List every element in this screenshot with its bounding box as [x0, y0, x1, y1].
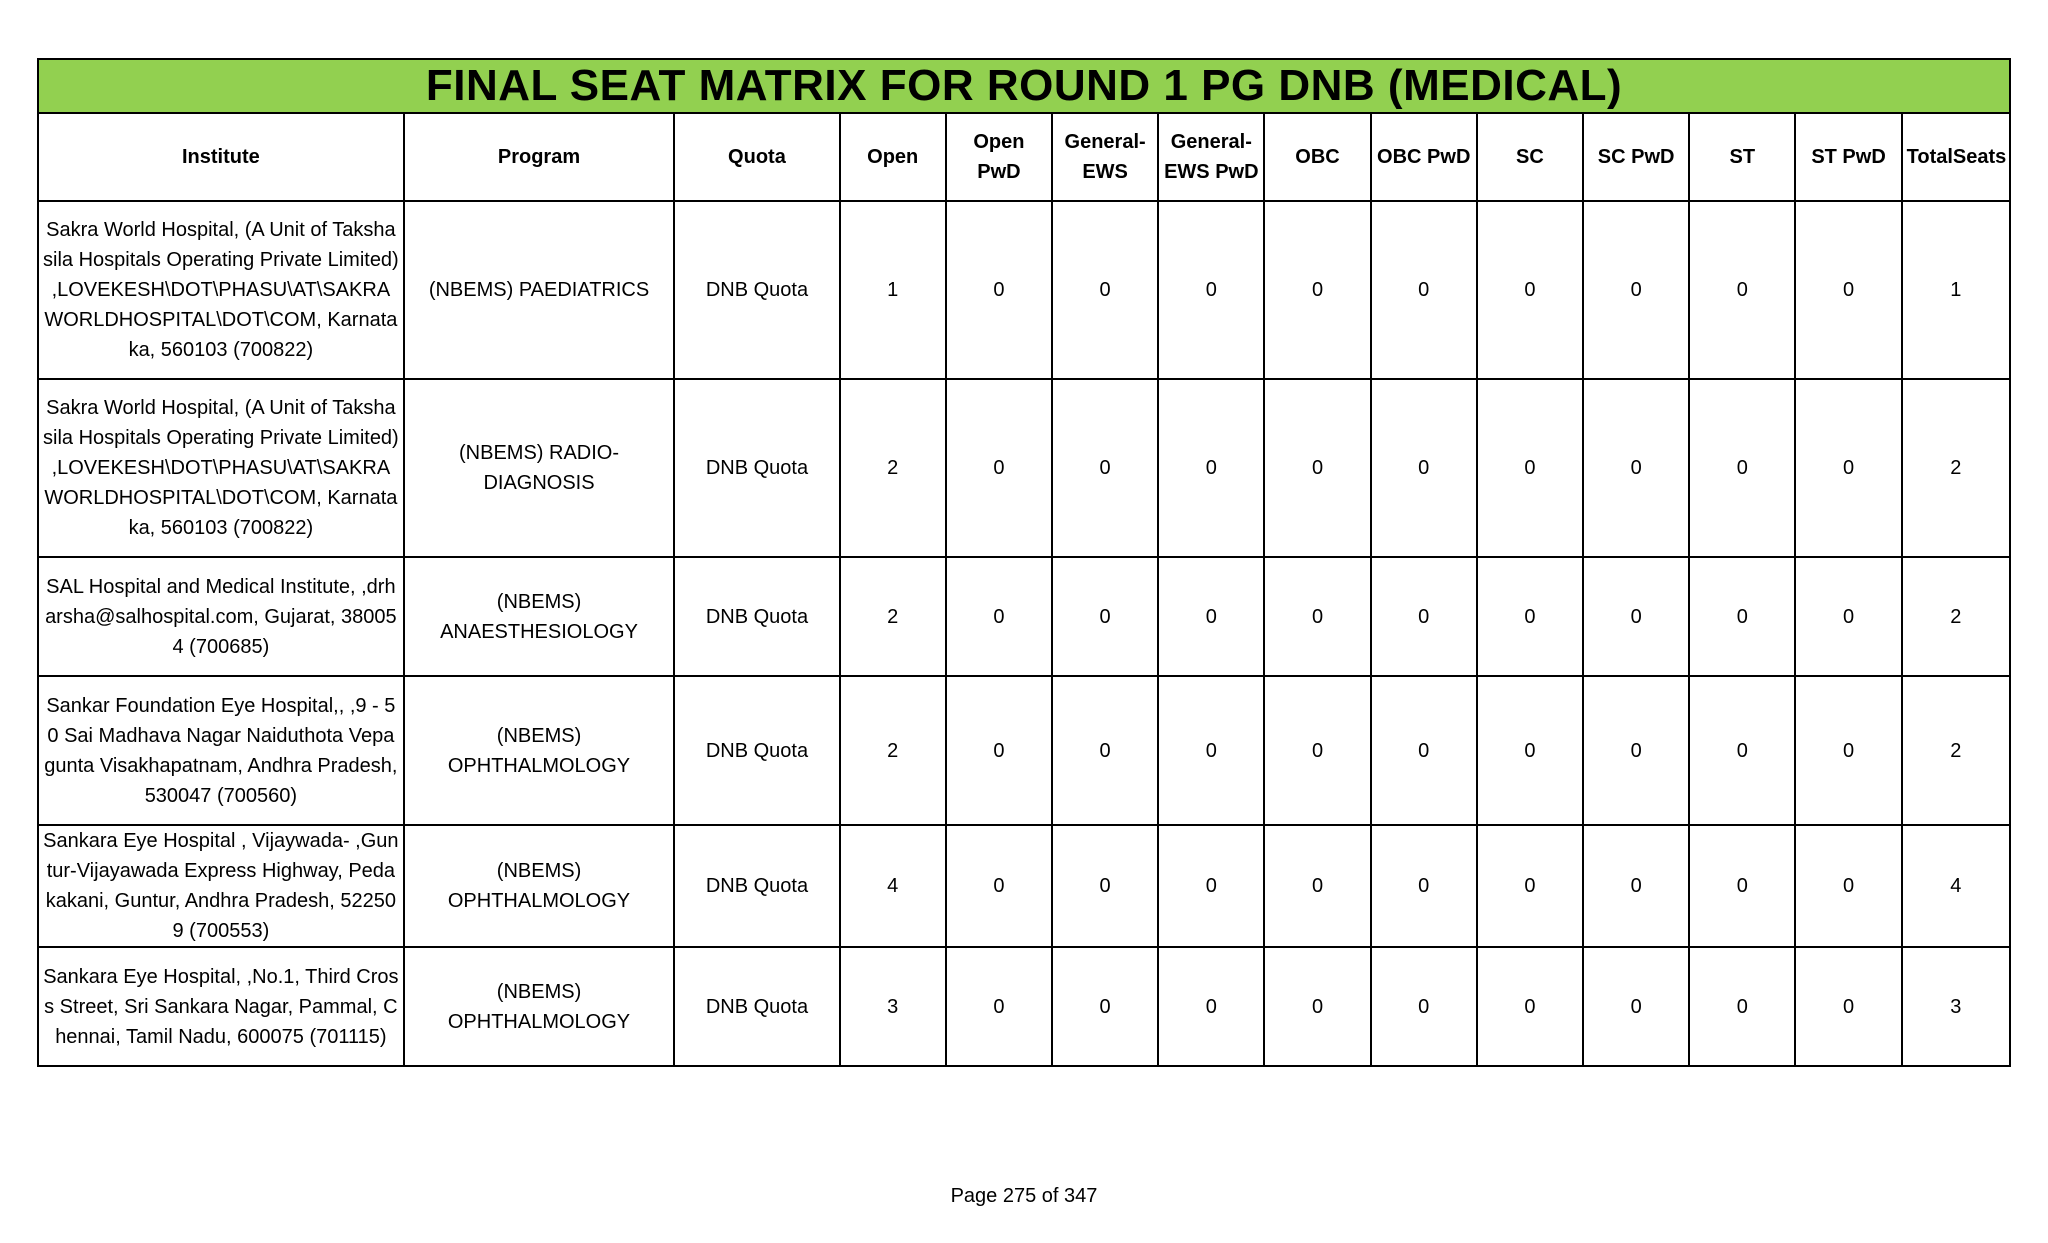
cell-sc-pwd: 0 [1583, 825, 1689, 947]
cell-institute: Sakra World Hospital, (A Unit of Takshasila Hospitals Operating Private Limited) ,LOVEKESH\DOT\PHASU\AT\SAKRAWORLDHOSPITAL\DOT\COM, Karnataka, 560103 (700822) [38, 201, 404, 379]
cell-obc: 0 [1264, 201, 1370, 379]
table-row [38, 676, 2010, 825]
cell-obc: 0 [1264, 557, 1370, 676]
cell-program: (NBEMS) RADIO-DIAGNOSIS [404, 379, 675, 557]
cell-obc: 0 [1264, 676, 1370, 825]
col-header-quota: Quota [674, 113, 839, 201]
header-row [38, 113, 2010, 201]
cell-institute: Sankara Eye Hospital , Vijaywada- ,Guntur-Vijayawada Express Highway, Pedakakani, Guntur, Andhra Pradesh, 522509 (700553) [38, 825, 404, 947]
cell-st: 0 [1689, 947, 1795, 1066]
cell-sc-pwd: 0 [1583, 557, 1689, 676]
col-header-total-seats: TotalSeats [1902, 113, 2010, 201]
col-header-open: Open [840, 113, 946, 201]
cell-institute: Sankara Eye Hospital, ,No.1, Third Cross Street, Sri Sankara Nagar, Pammal, Chennai, Tamil Nadu, 600075 (701115) [38, 947, 404, 1066]
seat-matrix-sheet [37, 58, 2011, 1067]
cell-open-pwd: 0 [946, 825, 1052, 947]
col-header-obc-pwd: OBC PwD [1371, 113, 1477, 201]
table-row [38, 947, 2010, 1066]
cell-sc-pwd: 0 [1583, 379, 1689, 557]
cell-program: (NBEMS) OPHTHALMOLOGY [404, 676, 675, 825]
cell-total-seats: 4 [1902, 825, 2010, 947]
cell-quota: DNB Quota [674, 947, 839, 1066]
table-row [38, 379, 2010, 557]
cell-open-pwd: 0 [946, 947, 1052, 1066]
cell-sc: 0 [1477, 379, 1583, 557]
cell-open: 1 [840, 201, 946, 379]
cell-st-pwd: 0 [1795, 676, 1901, 825]
cell-general-ews-pwd: 0 [1158, 201, 1264, 379]
cell-sc: 0 [1477, 676, 1583, 825]
cell-st: 0 [1689, 557, 1795, 676]
cell-program: (NBEMS) ANAESTHESIOLOGY [404, 557, 675, 676]
cell-total-seats: 2 [1902, 557, 2010, 676]
cell-institute: Sakra World Hospital, (A Unit of Takshasila Hospitals Operating Private Limited) ,LOVEKESH\DOT\PHASU\AT\SAKRAWORLDHOSPITAL\DOT\COM, Karnataka, 560103 (700822) [38, 379, 404, 557]
col-header-institute: Institute [38, 113, 404, 201]
cell-institute: SAL Hospital and Medical Institute, ,drharsha@salhospital.com, Gujarat, 380054 (700685) [38, 557, 404, 676]
cell-open-pwd: 0 [946, 557, 1052, 676]
cell-total-seats: 2 [1902, 676, 2010, 825]
cell-st-pwd: 0 [1795, 379, 1901, 557]
cell-obc-pwd: 0 [1371, 201, 1477, 379]
cell-sc-pwd: 0 [1583, 201, 1689, 379]
col-header-sc-pwd: SC PwD [1583, 113, 1689, 201]
cell-obc: 0 [1264, 379, 1370, 557]
cell-sc: 0 [1477, 557, 1583, 676]
cell-open: 3 [840, 947, 946, 1066]
col-header-program: Program [404, 113, 675, 201]
cell-general-ews-pwd: 0 [1158, 557, 1264, 676]
cell-general-ews: 0 [1052, 676, 1158, 825]
cell-general-ews-pwd: 0 [1158, 947, 1264, 1066]
cell-general-ews-pwd: 0 [1158, 676, 1264, 825]
cell-obc: 0 [1264, 947, 1370, 1066]
cell-open: 2 [840, 557, 946, 676]
col-header-st-pwd: ST PwD [1795, 113, 1901, 201]
cell-quota: DNB Quota [674, 557, 839, 676]
cell-st: 0 [1689, 379, 1795, 557]
col-header-obc: OBC [1264, 113, 1370, 201]
cell-general-ews: 0 [1052, 947, 1158, 1066]
table-row [38, 557, 2010, 676]
cell-general-ews-pwd: 0 [1158, 825, 1264, 947]
cell-obc-pwd: 0 [1371, 676, 1477, 825]
col-header-open-pwd: Open PwD [946, 113, 1052, 201]
cell-general-ews: 0 [1052, 557, 1158, 676]
cell-st-pwd: 0 [1795, 825, 1901, 947]
cell-general-ews-pwd: 0 [1158, 379, 1264, 557]
cell-sc: 0 [1477, 825, 1583, 947]
cell-obc-pwd: 0 [1371, 947, 1477, 1066]
cell-sc: 0 [1477, 201, 1583, 379]
cell-program: (NBEMS) OPHTHALMOLOGY [404, 947, 675, 1066]
cell-general-ews: 0 [1052, 825, 1158, 947]
cell-sc-pwd: 0 [1583, 947, 1689, 1066]
cell-st-pwd: 0 [1795, 947, 1901, 1066]
cell-total-seats: 2 [1902, 379, 2010, 557]
cell-general-ews: 0 [1052, 379, 1158, 557]
cell-open-pwd: 0 [946, 379, 1052, 557]
cell-quota: DNB Quota [674, 676, 839, 825]
cell-st-pwd: 0 [1795, 557, 1901, 676]
cell-obc-pwd: 0 [1371, 825, 1477, 947]
seat-matrix-table [37, 58, 2011, 1067]
col-header-general-ews-pwd: General-EWS PwD [1158, 113, 1264, 201]
cell-open: 2 [840, 676, 946, 825]
cell-st: 0 [1689, 825, 1795, 947]
table-row [38, 201, 2010, 379]
cell-total-seats: 1 [1902, 201, 2010, 379]
cell-quota: DNB Quota [674, 379, 839, 557]
cell-program: (NBEMS) PAEDIATRICS [404, 201, 675, 379]
table-row [38, 825, 2010, 947]
cell-st: 0 [1689, 676, 1795, 825]
page-title: FINAL SEAT MATRIX FOR ROUND 1 PG DNB (MEDICAL) [38, 59, 2010, 113]
cell-open: 2 [840, 379, 946, 557]
cell-obc-pwd: 0 [1371, 557, 1477, 676]
cell-obc: 0 [1264, 825, 1370, 947]
cell-quota: DNB Quota [674, 825, 839, 947]
cell-program: (NBEMS) OPHTHALMOLOGY [404, 825, 675, 947]
cell-general-ews: 0 [1052, 201, 1158, 379]
cell-institute: Sankar Foundation Eye Hospital,, ,9 - 50 Sai Madhava Nagar Naiduthota Vepagunta Visakhapatnam, Andhra Pradesh, 530047 (700560) [38, 676, 404, 825]
col-header-sc: SC [1477, 113, 1583, 201]
cell-open: 4 [840, 825, 946, 947]
page-number: Page 275 of 347 [950, 1185, 1098, 1207]
cell-open-pwd: 0 [946, 676, 1052, 825]
cell-obc-pwd: 0 [1371, 379, 1477, 557]
cell-st: 0 [1689, 201, 1795, 379]
col-header-general-ews: General-EWS [1052, 113, 1158, 201]
cell-open-pwd: 0 [946, 201, 1052, 379]
col-header-st: ST [1689, 113, 1795, 201]
cell-total-seats: 3 [1902, 947, 2010, 1066]
cell-sc: 0 [1477, 947, 1583, 1066]
cell-sc-pwd: 0 [1583, 676, 1689, 825]
cell-st-pwd: 0 [1795, 201, 1901, 379]
cell-quota: DNB Quota [674, 201, 839, 379]
